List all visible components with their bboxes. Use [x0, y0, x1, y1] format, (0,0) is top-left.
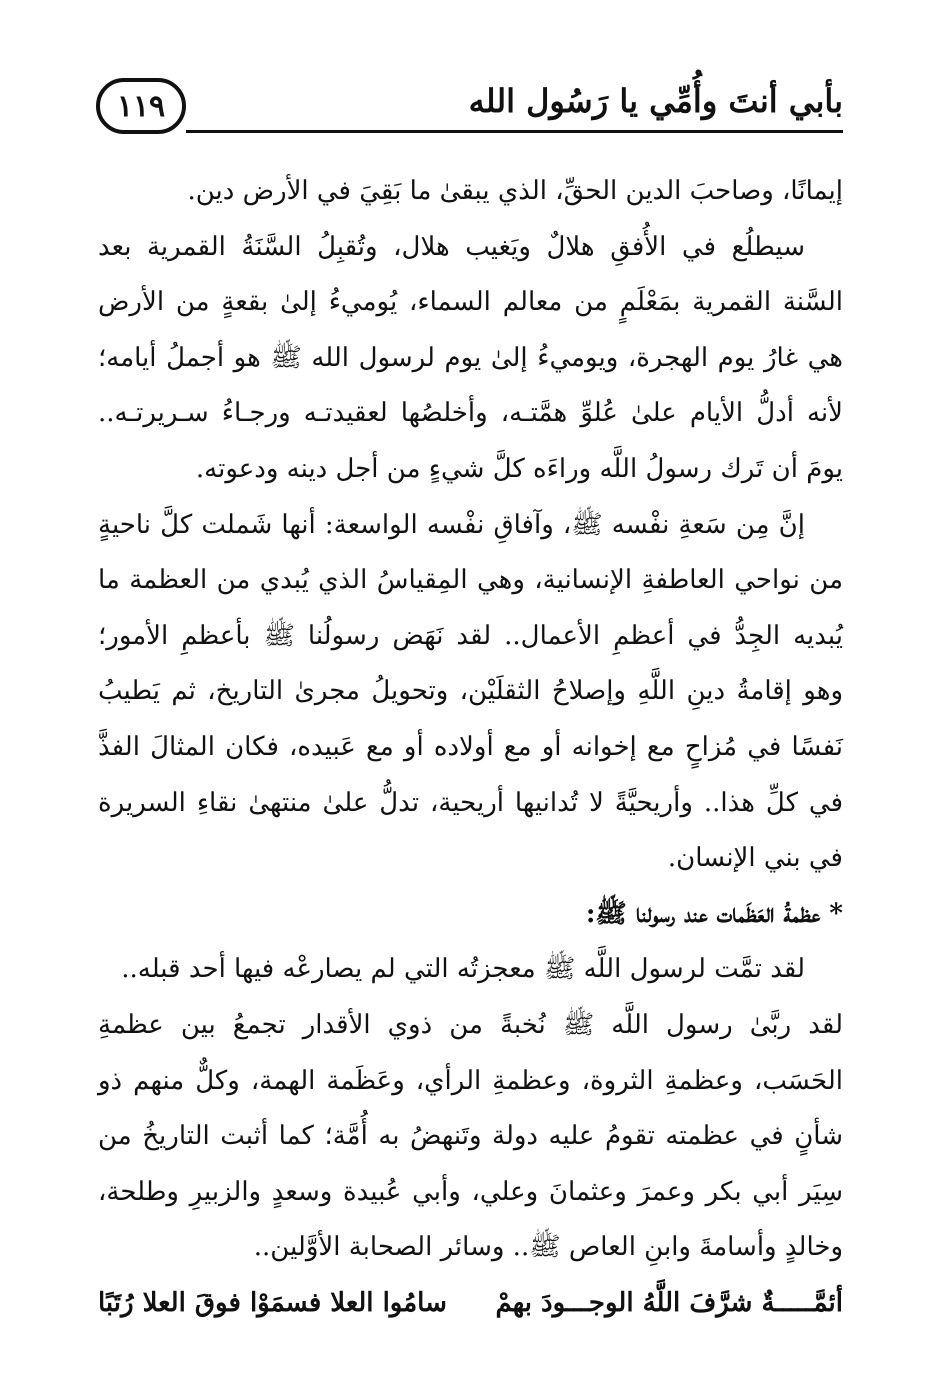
poem-verse [98, 1276, 843, 1332]
paragraph-5: لقد ربَّىٰ رسول اللَّه ﷺ نُخبةً من ذوي الأقدار تجمعُ بين عظمةِ الحَسَب، وعظمةِ الثروة، وعظمةِ الرأي، وعَظَمة الهمة، وكلٌّ منهم ذو شأنٍ في عظمته تقومُ عليه دولة وتَنهضُ به أُمَّة؛ كما أثبت التاريخُ من سِيَر أبي بكر وعمرَ وعثمانَ وعلي، وأبي عُبيدة وسعدٍ والزبيرِ وطلحة، وخالدٍ وأسامةَ وابنِ العاص ﷺ.. وسائر الصحابة الأوَّلين.. [98, 1009, 843, 1263]
running-title: بأبي أنتَ وأُمِّي يا رَسُول الله [468, 82, 843, 120]
body-text [98, 164, 843, 1331]
section-heading: * عظمةُ العَظَمات عند رسولنا ﷺ: [585, 898, 843, 929]
poem-second-hemistich: سامُوا العلا فسمَوْا فوقَ العلا رُتَبًا [98, 1287, 447, 1318]
paragraph-2: سيطلُع في الأُفقِ هلالٌ ويَغيب هلال، وتُقبِلُ السَّنَةُ القمرية بعد السَّنة القمرية بمَعْلَمٍ من معالم السماء، يُوميءُ إلىٰ بقعةٍ من الأرض هي غارُ يوم الهجرة، ويوميءُ إلىٰ يوم لرسول الله ﷺ هو أجملُ أيامه؛ لأنه أدلُّ الأيام علىٰ عُلوِّ همَّتـه، وأخلصُها لعقيدتـه ورجـاءُ سـريرتـه.. يومَ أن تَرك رسولُ اللَّه وراءَه كلَّ شيءٍ من أجل دينه ودعوته. [98, 231, 843, 484]
page-number: ١١٩ [116, 88, 166, 124]
poem-first-hemistich: أئمَّـــــةٌ شرَّفَ اللَّهُ الوجـــودَ بهمْ [495, 1287, 843, 1318]
paragraph-3: إنَّ مِن سَعةِ نفْسه ﷺ، وآفاقِ نفْسه الواسعة: أنها شَملت كلَّ ناحيةٍ من نواحي العاطفةِ الإنسانية، وهي المِقياسُ الذي يُبدي من العظمة ما يُبديه الجِدُّ في أعظمِ الأعمال.. لقد نَهَض رسولُنا ﷺ بأعظمِ الأمور؛ وهو إقامةُ دينِ اللَّهِ وإصلاحُ الثقلَيْن، وتحويلُ مجرىٰ التاريخ، ثم يَطيبُ نَفسًا في مُزاحٍ مع إخوانه أو مع أولاده أو مع عَبيده، فكان المثالَ الفذَّ في كلِّ هذا.. وأريحيَّةً لا تُدانيها أريحية، تدلُّ علىٰ منتهىٰ نقاءِ السريرة في بني الإنسان. [98, 509, 843, 874]
paragraph-4: لقد تمَّت لرسول اللَّه ﷺ معجزتُه التي لم يصارعْه فيها أحد قبله.. [121, 954, 805, 985]
header-rule [186, 130, 843, 133]
page-number-frame [96, 78, 186, 134]
page-header [96, 76, 843, 146]
paragraph-1: إيمانًا، وصاحبَ الدين الحقِّ، الذي يبقىٰ ما بَقِيَ في الأرض دين. [187, 176, 843, 206]
